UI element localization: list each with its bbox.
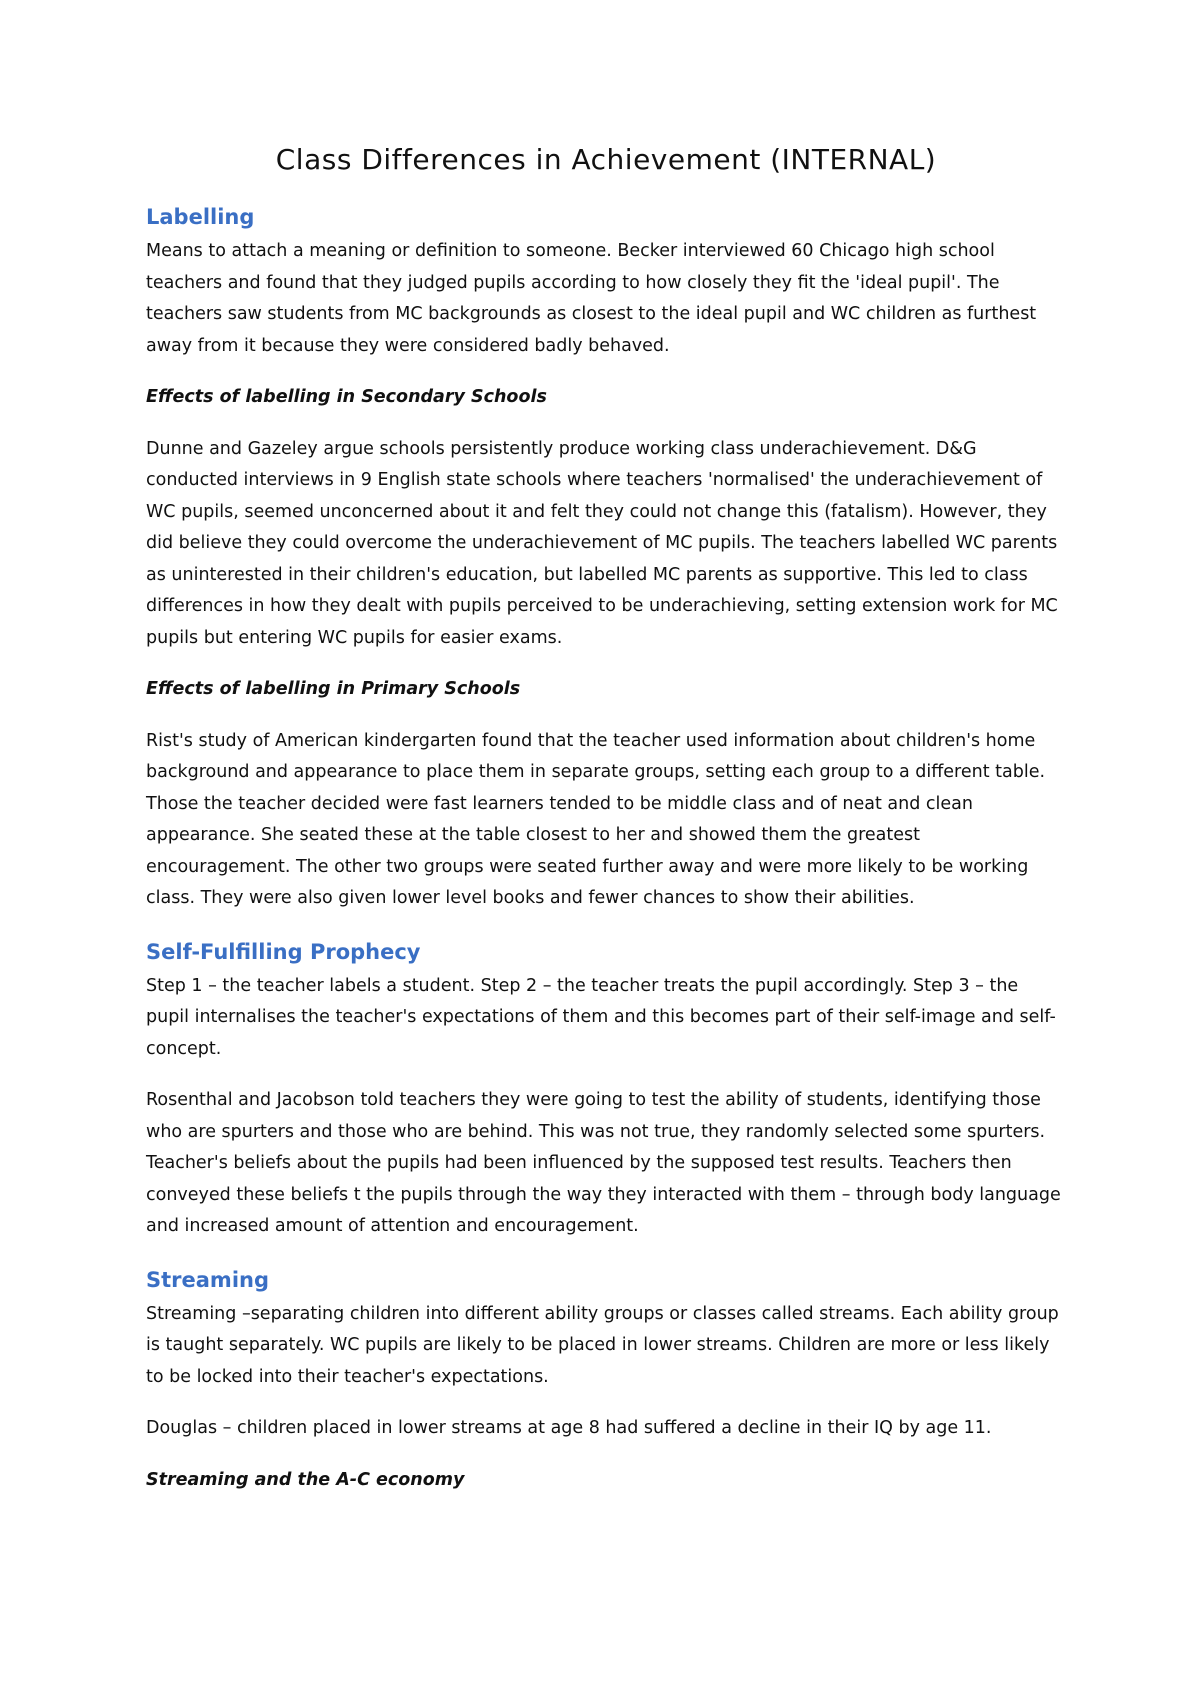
- paragraph-secondary-schools: Dunne and Gazeley argue schools persistently produce working class underachievement. D&G conducted interviews in 9 English state schools where teachers 'normalised' the underachievement of WC pupils, seemed unconcerned about it and felt they could not change this (fatalism). However, they did believe they could overcome the underachievement of MC pupils. The teachers labelled WC parents as uninterested in their children's education, but labelled MC parents as supportive. This led to class differences in how they dealt with pupils perceived to be underachieving, setting extension work for MC pupils but entering WC pupils for easier exams.: [146, 438, 1058, 648]
- document-page: [146, 140, 1066, 1516]
- subheading-secondary-schools: Effects of labelling in Secondary Schools: [146, 387, 547, 407]
- heading-labelling: Labelling: [146, 205, 255, 229]
- document-title: Class Differences in Achievement (INTERNAL): [275, 143, 937, 176]
- paragraph-labelling-definition: Means to attach a meaning or definition to someone. Becker interviewed 60 Chicago high school teachers and found that they judged pupils according to how closely they fit the 'ideal pupil'. The teachers saw students from MC backgrounds as closest to the ideal pupil and WC children as furthest away from it because they were considered badly behaved.: [146, 241, 1037, 356]
- paragraph-streaming-definition: Streaming –separating children into different ability groups or classes called streams. Each ability group is taught separately. WC pupils are likely to be placed in lower streams. Children are more or less likely to be locked into their teacher's expectations.: [146, 1303, 1059, 1387]
- paragraph-rosenthal-jacobson: Rosenthal and Jacobson told teachers they were going to test the ability of students, identifying those who are spurters and those who are behind. This was not true, they randomly selected some spurters. Teacher's beliefs about the pupils had been influenced by the supposed test results. Teachers then conveyed these beliefs t the pupils through the way they interacted with them – through body language and increased amount of attention and encouragement.: [146, 1090, 1061, 1236]
- paragraph-douglas: Douglas – children placed in lower streams at age 8 had suffered a decline in their IQ by age 11.: [146, 1418, 992, 1438]
- paragraph-primary-schools: Rist's study of American kindergarten found that the teacher used information about children's home background and appearance to place them in separate groups, setting each group to a different table. Those the teacher decided were fast learners tended to be middle class and of neat and clean appearance. She seated these at the table closest to her and showed them the greatest encouragement. The other two groups were seated further away and were more likely to be working class. They were also given lower level books and fewer chances to show their abilities.: [146, 730, 1046, 908]
- heading-streaming: Streaming: [146, 1267, 269, 1292]
- paragraph-sfp-steps: Step 1 – the teacher labels a student. Step 2 – the teacher treats the pupil accordingly. Step 3 – the pupil internalises the teacher's expectations of them and this becomes part of their self-image and self-concept.: [146, 975, 1056, 1059]
- subheading-primary-schools: Effects of labelling in Primary Schools: [146, 679, 521, 699]
- heading-self-fulfilling-prophecy: Self-Fulfilling Prophecy: [146, 939, 421, 964]
- subheading-a-c-economy: Streaming and the A-C economy: [146, 1469, 465, 1490]
